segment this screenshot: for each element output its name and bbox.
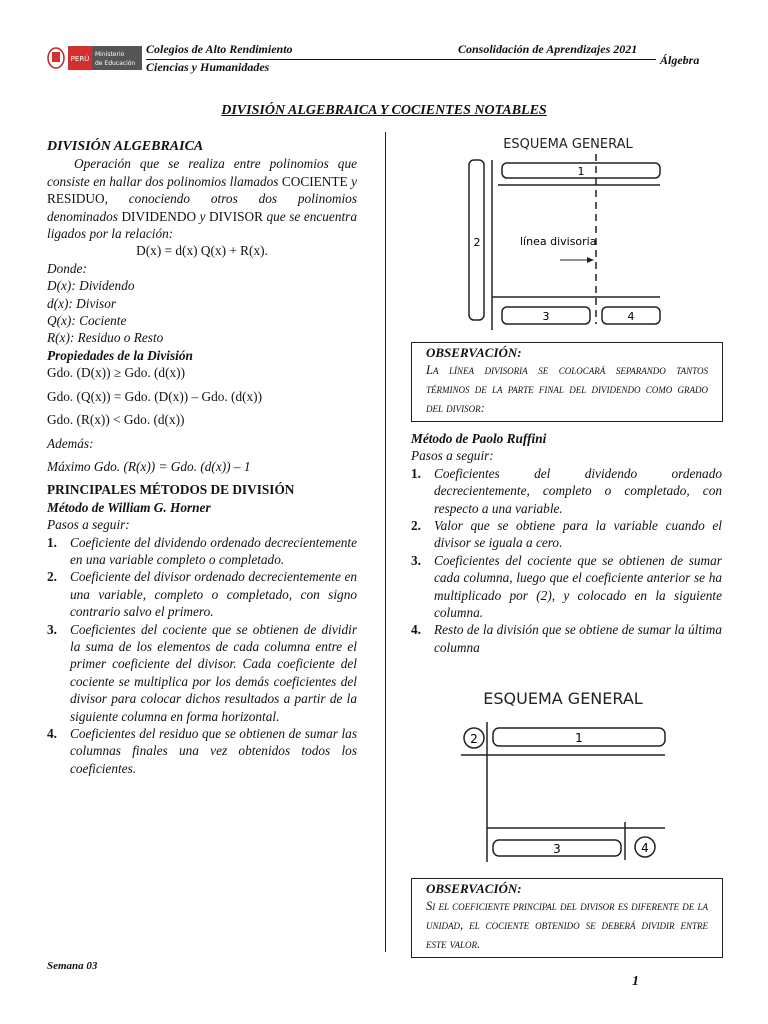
def-item: D(x): Dividendo bbox=[47, 278, 135, 294]
column-divider bbox=[385, 132, 386, 952]
maximo-formula: Máximo Gdo. (R(x)) = Gdo. (d(x)) – 1 bbox=[47, 458, 251, 474]
box-4-label: 4 bbox=[627, 310, 635, 323]
list-item: 1. Coeficiente del dividendo ordenado decrecientemente en una variable completo o completado. bbox=[47, 534, 357, 567]
horner-scheme-diagram bbox=[460, 132, 665, 332]
pasos-label: Pasos a seguir: bbox=[47, 517, 130, 533]
donde-label: Donde: bbox=[47, 260, 87, 276]
list-item: 4. Coeficientes del residuo que se obtienen de sumar las columnas finales una vez obtenidos todos los coeficientes. bbox=[47, 726, 357, 776]
scheme1-title: ESQUEMA GENERAL bbox=[503, 137, 633, 152]
obs1-body: La línea divisoria se colocará separando tantos términos de la parte final del dividendo como grado del divisor: bbox=[426, 363, 708, 415]
intro-paragraph: Operación que se realiza entre polinomios que consiste en hallar dos polinomios llamados COCIENTE y RESIDUO, conociendo otros dos polinomios denominados DIVIDENDO y DIVISOR que se encuentra ligados por la relación: bbox=[47, 156, 357, 242]
svg-text:Ministerio: Ministerio bbox=[95, 51, 125, 58]
methods-heading: PRINCIPALES MÉTODOS DE DIVISIÓN bbox=[47, 482, 295, 498]
prop-item: Gdo. (D(x)) ≥ Gdo. (d(x)) bbox=[47, 365, 186, 381]
observation-box-2 bbox=[411, 878, 723, 958]
logo-peru-text: PERÚ bbox=[70, 55, 90, 63]
subject-label: Álgebra bbox=[660, 53, 700, 67]
box-1-label: 1 bbox=[577, 165, 585, 178]
list-item: 2. Valor que se obtiene para la variable cuando el divisor se iguala a cero. bbox=[411, 518, 722, 551]
prop-item: Gdo. (Q(x)) = Gdo. (D(x)) – Gdo. (d(x)) bbox=[47, 388, 263, 404]
page-title: DIVISIÓN ALGEBRAICA Y COCIENTES NOTABLES bbox=[221, 103, 547, 118]
def-item: R(x): Residuo o Resto bbox=[47, 330, 164, 346]
formula: D(x) = d(x) Q(x) + R(x). bbox=[136, 243, 268, 259]
list-item: 1. Coeficientes del dividendo ordenado decrecientemente, completo o completado, con respecto a una variable. bbox=[411, 465, 722, 516]
ministry-logo bbox=[46, 44, 142, 72]
circle-2-label: 2 bbox=[470, 732, 478, 746]
def-item: d(x): Divisor bbox=[47, 295, 117, 311]
obs1-title: OBSERVACIÓN: bbox=[426, 345, 522, 360]
list-item: 4. Resto de la división que se obtiene de sumar la última columna bbox=[411, 622, 722, 655]
ademas-label: Además: bbox=[47, 435, 94, 451]
circle-4-label: 4 bbox=[641, 841, 649, 855]
ruffini-box-3-label: 3 bbox=[553, 842, 561, 856]
school-line2: Ciencias y Humanidades bbox=[146, 60, 270, 74]
pasos-label: Pasos a seguir: bbox=[411, 448, 494, 464]
list-item: 3. Coeficientes del cociente que se obtienen de dividir la suma de los elementos de cada columna entre el primer coeficiente del divisor. Cada coeficiente del cociente se multiplica por los demás coeficientes del divisor para colocar dichos resultados a partir de la siguiente columna en forma horizontal. bbox=[47, 621, 357, 724]
obs2-body: Si el coeficiente principal del divisor es diferente de la unidad, el cociente obtenido se deberá dividir entre este valor. bbox=[426, 899, 708, 951]
week-label: Semana 03 bbox=[47, 960, 98, 972]
ruffini-steps bbox=[411, 465, 722, 656]
horner-heading: Método de William G. Horner bbox=[47, 499, 211, 515]
school-line1: Colegios de Alto Rendimiento bbox=[146, 42, 293, 56]
ruffini-scheme-diagram bbox=[455, 680, 670, 870]
def-item: Q(x): Cociente bbox=[47, 313, 127, 329]
scheme2-title: ESQUEMA GENERAL bbox=[483, 689, 643, 708]
prop-item: Gdo. (R(x)) < Gdo. (d(x)) bbox=[47, 412, 185, 428]
shield-icon bbox=[48, 48, 64, 68]
header-right-title: Consolidación de Aprendizajes 2021 bbox=[458, 42, 638, 56]
line-label: línea divisoria bbox=[520, 235, 597, 248]
svg-text:de Educación: de Educación bbox=[95, 60, 136, 67]
list-item: 2. Coeficiente del divisor ordenado decrecientemente en una variable, completo o completado, con signo contrario salvo el primero. bbox=[47, 569, 357, 620]
box-3-label: 3 bbox=[542, 310, 550, 323]
section-heading: DIVISIÓN ALGEBRAICA bbox=[47, 139, 204, 154]
box-2-label: 2 bbox=[473, 236, 481, 249]
props-heading: Propiedades de la División bbox=[47, 347, 193, 363]
list-item: 3. Coeficientes del cociente que se obtienen de sumar cada columna, luego que el coeficiente anterior se ha multiplicado por (2), y colocado en la siguiente columna. bbox=[411, 552, 722, 621]
right-column bbox=[411, 430, 722, 656]
ruffini-box-1-label: 1 bbox=[575, 731, 583, 745]
horner-steps bbox=[47, 534, 357, 778]
ruffini-heading: Método de Paolo Ruffini bbox=[411, 431, 547, 446]
page-number: 1 bbox=[632, 974, 639, 989]
left-column bbox=[47, 138, 357, 777]
obs2-title: OBSERVACIÓN: bbox=[426, 881, 522, 896]
observation-box-1 bbox=[411, 342, 723, 422]
